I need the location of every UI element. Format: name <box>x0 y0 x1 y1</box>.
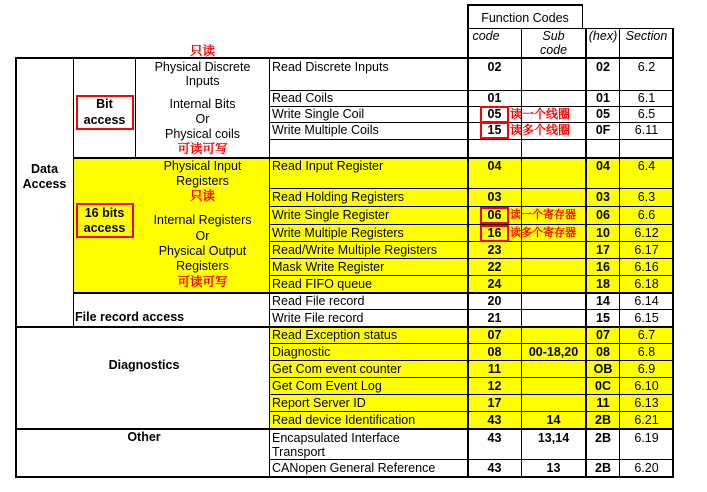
sub-physical-coils: Physical coils <box>164 127 241 141</box>
function-name: Write Multiple Coils <box>272 123 379 137</box>
col-header-section: Section <box>625 29 668 43</box>
function-code: 11 <box>487 362 502 376</box>
function-note: 读一个线圈 <box>510 107 571 121</box>
function-name: CANopen General Reference <box>272 461 436 475</box>
function-section: 6.15 <box>634 311 659 325</box>
function-section: 6.3 <box>637 190 656 204</box>
col-header-hex: (hex) <box>588 29 618 43</box>
sub-physical-discrete-inputs: Physical Discrete <box>154 60 251 74</box>
function-section: 6.4 <box>637 159 656 173</box>
function-name: Get Com Event Log <box>272 379 382 393</box>
note-read-only: 只读 <box>189 44 215 58</box>
function-sub-code: 00-18,20 <box>528 345 579 359</box>
function-name-line-2: Transport <box>272 445 326 459</box>
function-name: Write Multiple Registers <box>272 226 404 240</box>
function-hex: 04 <box>596 159 610 173</box>
code-box-05 <box>480 106 509 123</box>
function-name: Read FIFO queue <box>272 277 373 291</box>
function-note: 读一个寄存器 <box>510 209 576 221</box>
function-sub-code: 13,14 <box>537 431 570 445</box>
function-code: 24 <box>487 277 502 291</box>
function-hex: 18 <box>596 277 610 291</box>
16bit-access-box <box>76 203 134 238</box>
function-hex: 16 <box>596 260 610 274</box>
sub-physical-input-registers-2: Registers <box>176 174 229 188</box>
function-hex: OB <box>593 362 613 376</box>
function-code: 02 <box>487 60 502 74</box>
function-code: 15 <box>487 123 502 137</box>
function-section: 6.10 <box>634 379 659 393</box>
function-section: 6.6 <box>637 208 656 222</box>
bit-access-box <box>76 95 134 130</box>
function-section: 6.5 <box>637 107 656 121</box>
function-name: Read Coils <box>272 91 334 105</box>
function-hex: 11 <box>596 396 610 410</box>
function-code: 22 <box>487 260 502 274</box>
function-name: Encapsulated Interface <box>272 431 400 445</box>
function-section: 6.17 <box>634 243 659 257</box>
function-section: 6.8 <box>637 345 656 359</box>
16bit-access-label: 16 bits <box>84 206 125 220</box>
function-code: 43 <box>487 413 502 427</box>
function-code: 20 <box>487 294 502 308</box>
note-read-only-2: 只读 <box>189 189 215 203</box>
function-sub-code: 13 <box>546 461 561 475</box>
sub-physical-output-registers: Physical Output <box>158 244 247 258</box>
function-name: Get Com event counter <box>272 362 402 376</box>
function-hex: 0F <box>595 123 611 137</box>
code-box-06 <box>480 207 509 224</box>
note-read-write-coils: 可读可写 <box>177 142 228 156</box>
note-read-write-registers: 可读可写 <box>177 275 228 289</box>
function-code: 03 <box>487 190 502 204</box>
function-code: 04 <box>487 159 502 173</box>
group-diagnostics: Diagnostics <box>108 358 180 372</box>
function-hex: 08 <box>596 345 610 359</box>
function-name: Read Discrete Inputs <box>272 60 389 74</box>
function-hex: 15 <box>596 311 610 325</box>
bit-access-label: Bit <box>96 97 113 111</box>
function-hex: 0C <box>595 379 611 393</box>
function-hex: 2B <box>595 431 611 445</box>
function-section: 6.1 <box>637 91 656 105</box>
function-code: 05 <box>487 107 502 121</box>
function-note: 读多个线圈 <box>510 123 571 137</box>
function-name: Read Holding Registers <box>272 190 405 204</box>
function-section: 6.2 <box>637 60 656 74</box>
function-section: 6.18 <box>634 277 659 291</box>
sub-internal-bits: Internal Bits <box>169 97 236 111</box>
function-sub-code: 14 <box>546 413 561 427</box>
function-hex: 01 <box>596 91 610 105</box>
function-name: Read File record <box>272 294 365 308</box>
group-data-access: Data <box>30 162 59 176</box>
function-code: 12 <box>487 379 502 393</box>
function-code: 06 <box>487 208 502 222</box>
function-code: 08 <box>487 345 502 359</box>
function-section: 6.14 <box>634 294 659 308</box>
function-code: 23 <box>487 243 502 257</box>
sub-physical-input-registers: Physical Input <box>163 159 242 173</box>
col-header-sub-code: Sub <box>542 29 565 43</box>
function-name: Diagnostic <box>272 345 331 359</box>
function-hex: 05 <box>596 107 610 121</box>
function-section: 6.19 <box>634 431 659 445</box>
16bit-access-label-2: access <box>83 221 126 235</box>
group-file-record: File record access <box>75 310 185 324</box>
col-header-sub-code-2: code <box>539 43 568 57</box>
function-codes-heading: Function Codes <box>481 11 569 25</box>
function-section: 6.21 <box>634 413 659 427</box>
function-code: 07 <box>487 328 502 342</box>
function-hex: 06 <box>596 208 610 222</box>
sub-internal-registers: Internal Registers <box>153 213 252 227</box>
function-note: 读多个寄存器 <box>510 227 576 239</box>
group-other: Other <box>127 430 161 444</box>
function-name: Write File record <box>272 311 364 325</box>
function-hex: 2B <box>595 461 611 475</box>
function-section: 6.11 <box>634 123 659 137</box>
function-name: Mask Write Register <box>272 260 385 274</box>
sub-physical-output-registers-2: Registers <box>176 259 229 273</box>
function-hex: 17 <box>596 243 610 257</box>
function-name: Write Single Register <box>272 208 390 222</box>
function-code: 43 <box>487 461 502 475</box>
col-header-code: code <box>472 29 500 43</box>
function-name: Write Single Coil <box>272 107 365 121</box>
function-code: 17 <box>487 396 502 410</box>
function-section: 6.7 <box>637 328 656 342</box>
code-box-15 <box>480 122 509 139</box>
function-hex: 02 <box>596 60 610 74</box>
bit-access-label-2: access <box>83 113 126 127</box>
code-box-16 <box>480 225 509 242</box>
function-hex: 03 <box>596 190 610 204</box>
group-data-access-2: Access <box>22 177 67 191</box>
function-section: 6.16 <box>634 260 659 274</box>
function-code: 21 <box>487 311 502 325</box>
function-section: 6.12 <box>634 226 659 240</box>
sub-physical-discrete-inputs-2: Inputs <box>185 74 220 88</box>
function-name: Report Server ID <box>272 396 366 410</box>
function-hex: 14 <box>596 294 610 308</box>
function-code: 01 <box>487 91 502 105</box>
sub-internal-registers-or: Or <box>195 229 210 243</box>
function-name: Read Input Register <box>272 159 384 173</box>
sub-internal-bits-or: Or <box>195 112 210 126</box>
function-section: 6.9 <box>637 362 656 376</box>
hl-registers-sub <box>522 158 586 292</box>
function-name: Read/Write Multiple Registers <box>272 243 438 257</box>
function-hex: 2B <box>595 413 611 427</box>
function-code: 43 <box>487 431 502 445</box>
function-hex: 10 <box>596 226 610 240</box>
function-section: 6.20 <box>634 461 659 475</box>
function-name: Read device Identification <box>272 413 416 427</box>
function-name: Read Exception status <box>272 328 398 342</box>
function-section: 6.13 <box>634 396 659 410</box>
function-hex: 07 <box>596 328 610 342</box>
function-code: 16 <box>487 226 502 240</box>
